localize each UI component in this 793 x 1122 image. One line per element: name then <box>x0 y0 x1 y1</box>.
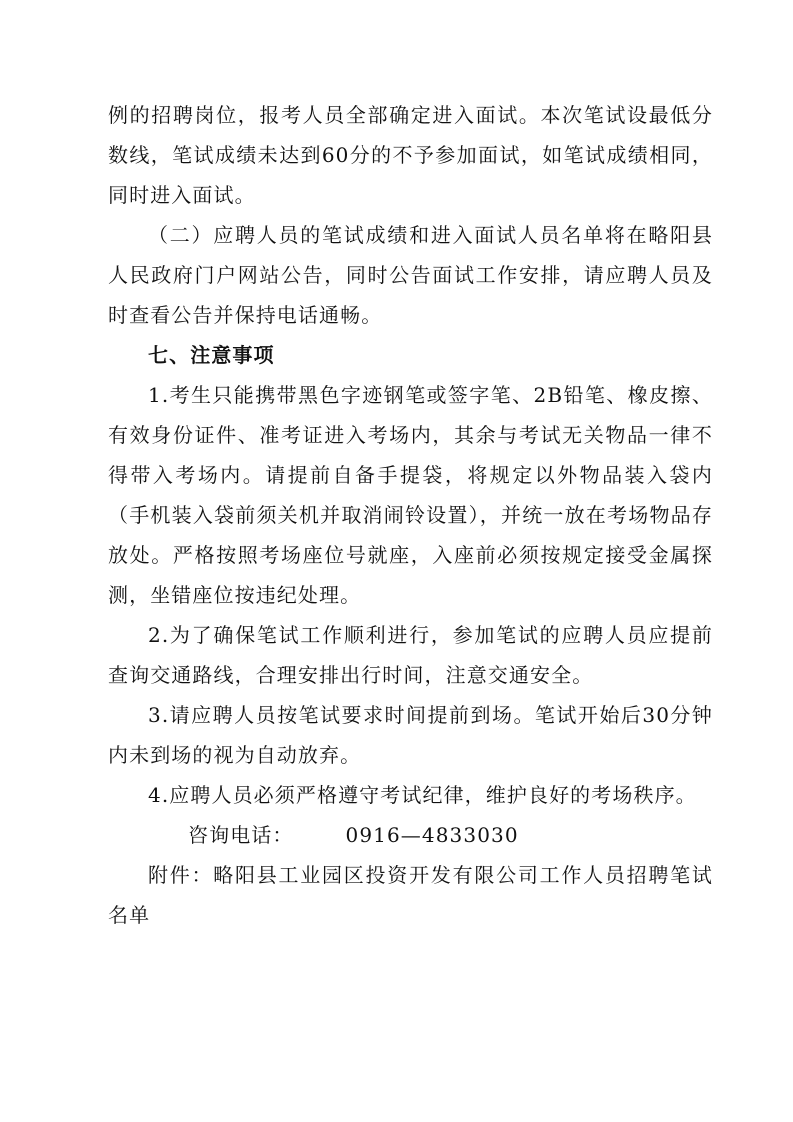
note-item-2: 2.为了确保笔试工作顺利进行，参加笔试的应聘人员应提前查询交通路线，合理安排出行时间，注意交通安全。 <box>108 623 713 687</box>
contact-phone: 0916—4833030 <box>345 823 519 847</box>
contact-line <box>108 815 713 855</box>
paragraph-results-announcement: （二）应聘人员的笔试成绩和进入面试人员名单将在略阳县人民政府门户网站公告，同时公告面试工作安排，请应聘人员及时查看公告并保持电话通畅。 <box>108 223 713 327</box>
note-item-1: 1.考生只能携带黑色字迹钢笔或签字笔、2B铅笔、橡皮擦、有效身份证件、准考证进入考场内，其余与考试无关物品一律不得带入考场内。请提前自备手提袋，将规定以外物品装入袋内（手机装入袋前须关机并取消闹铃设置），并统一放在考场物品存放处。严格按照考场座位号就座，入座前必须按规定接受金属探测，坐错座位按违纪处理。 <box>108 383 713 607</box>
attachment-line: 附件：略阳县工业园区投资开发有限公司工作人员招聘笔试名单 <box>108 863 713 927</box>
contact-label: 咨询电话： <box>188 823 294 847</box>
note-item-3: 3.请应聘人员按笔试要求时间提前到场。笔试开始后30分钟内未到场的视为自动放弃。 <box>108 703 713 767</box>
section-heading-notes: 七、注意事项 <box>148 343 275 367</box>
document-body <box>108 95 713 935</box>
paragraph-interview-threshold: 例的招聘岗位，报考人员全部确定进入面试。本次笔试设最低分数线，笔试成绩未达到60分的不予参加面试，如笔试成绩相同，同时进入面试。 <box>108 103 713 207</box>
note-item-4: 4.应聘人员必须严格遵守考试纪律，维护良好的考场秩序。 <box>148 783 697 807</box>
